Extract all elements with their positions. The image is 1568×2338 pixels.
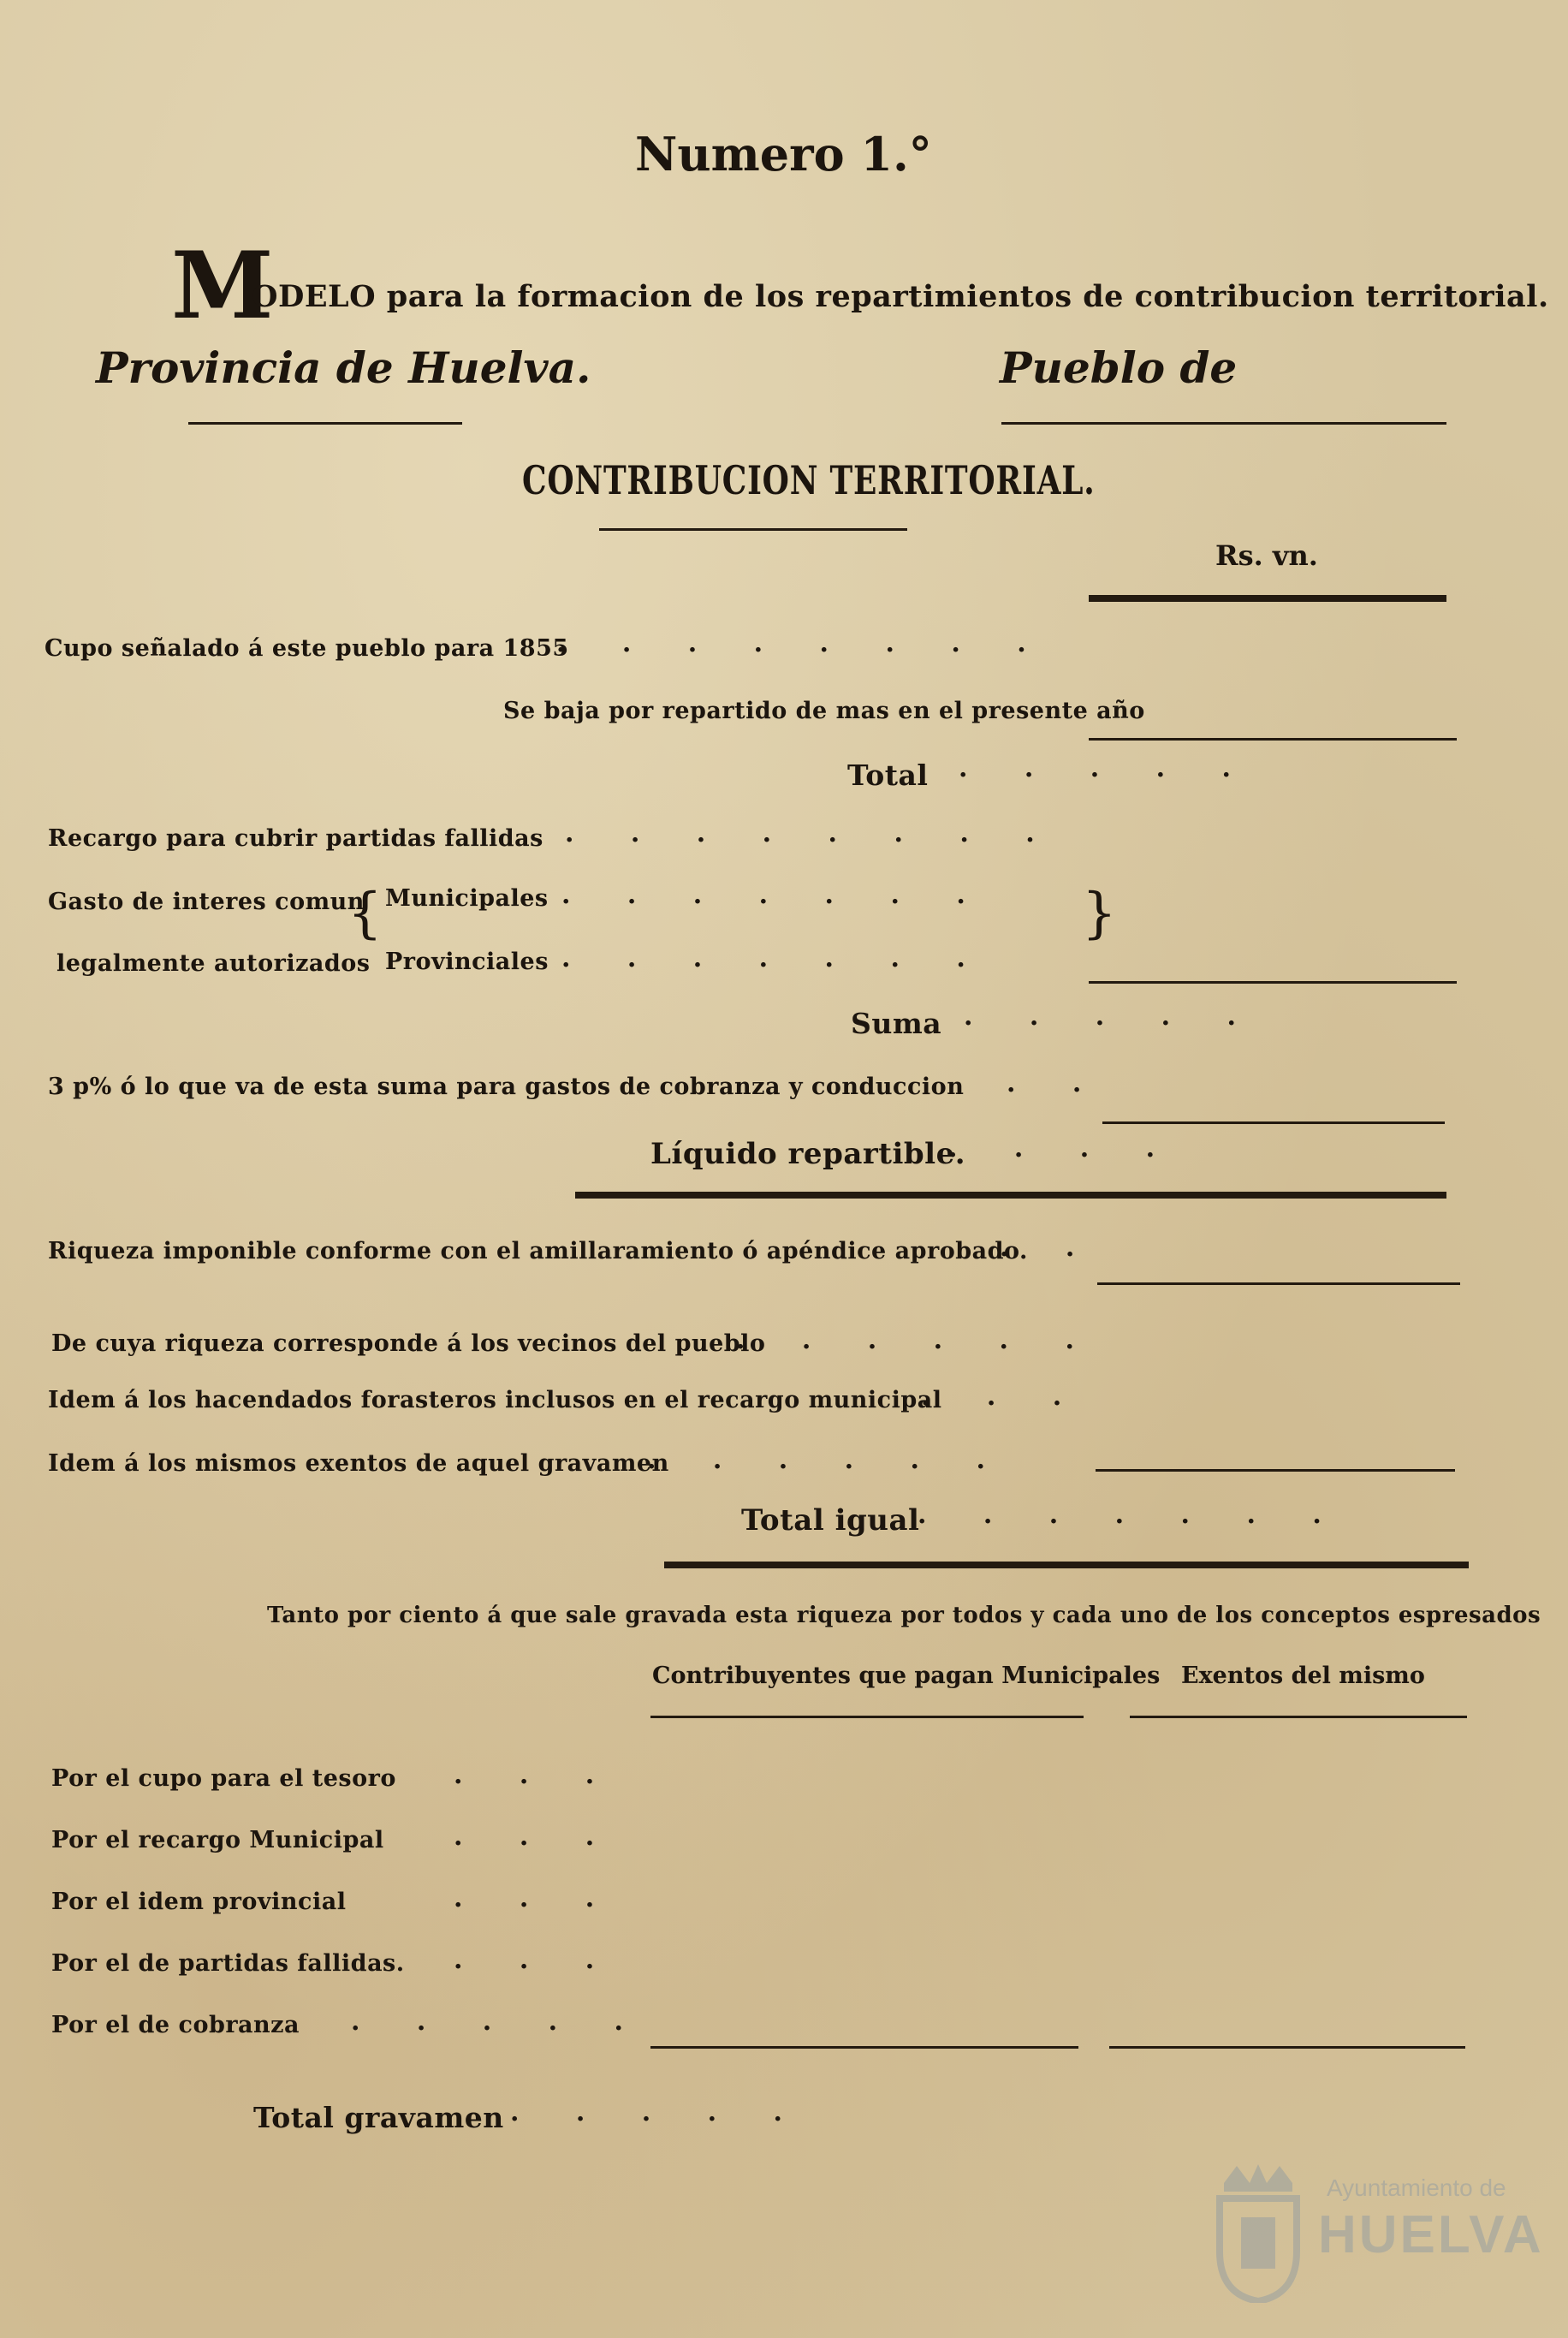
watermark-line1: Ayuntamiento de (1327, 2174, 1506, 2201)
dots-hacendados: . . . (921, 1382, 1086, 1412)
row-exentos: Idem á los mismos exentos de aquel gravamen (48, 1450, 669, 1477)
row-cupo: Cupo señalado á este pueblo para 1855 (45, 635, 569, 662)
column-contribuyentes: Contribuyentes que pagan Municipales (652, 1663, 1161, 1689)
dots-total-igual: . . . . . . . (918, 1500, 1345, 1530)
dots-exentos: . . . . . . (647, 1445, 1009, 1475)
dots-provinciales: . . . . . . . (561, 943, 989, 973)
section-title: CONTRIBUCION TERRITORIAL. (522, 457, 1096, 503)
dots-suma: . . . . . (964, 1002, 1260, 1032)
rule-riqueza (1097, 1282, 1460, 1285)
coat-of-arms-icon (1207, 2157, 1310, 2303)
tanto-item-cupo: Por el cupo para el tesoro (51, 1765, 396, 1792)
row-vecinos: De cuya riqueza corresponde á los vecinos del pueblo (51, 1330, 766, 1357)
dots-tanto-total: . . . . . (510, 2097, 806, 2127)
brace-right: } (1082, 882, 1117, 945)
rule-exentos (1096, 1469, 1455, 1472)
column-exentos: Exentos del mismo (1181, 1663, 1425, 1689)
dots-tanto-provincial: . . . (454, 1883, 619, 1913)
row-tres-pct: 3 p% ó lo que va de esta suma para gastos de cobranza y conduccion (48, 1074, 965, 1100)
row-total: Total (847, 759, 929, 792)
watermark-line2: HUELVA (1318, 2205, 1544, 2264)
model-title: ODELO para la formacion de los repartimientos de contribucion territorial. (252, 279, 1549, 314)
row-total-igual: Total igual (741, 1503, 920, 1538)
row-provinciales: Provinciales (385, 949, 549, 975)
row-gasto-2: legalmente autorizados (56, 950, 371, 977)
tanto-intro: Tanto por ciento á que sale gravada esta riqueza por todos y cada uno de los conceptos espresados (267, 1603, 1541, 1628)
row-liquido: Líquido repartible. (650, 1137, 966, 1171)
dots-vecinos: . . . . . . (736, 1325, 1098, 1355)
dots-tanto-cupo: . . . (454, 1760, 619, 1790)
row-hacendados: Idem á los hacendados forasteros inclusos en el recargo municipal (48, 1387, 942, 1413)
row-recargo: Recargo para cubrir partidas fallidas (48, 825, 543, 852)
tanto-item-cobranza: Por el de cobranza (51, 2012, 300, 2038)
form-number: Numero 1.° (635, 127, 932, 181)
dots-tres-pct: . . (1007, 1068, 1106, 1098)
row-suma: Suma (851, 1007, 942, 1040)
town-underline (1001, 422, 1446, 425)
dots-recargo: . . . . . . . . (565, 818, 1059, 848)
row-gasto-1: Gasto de interes comun (48, 889, 365, 915)
dots-tanto-fallidas: . . . (454, 1945, 619, 1975)
rule-column-exentos (1130, 1716, 1467, 1718)
rule-tanto-exentos (1109, 2046, 1465, 2049)
model-initial: M (171, 232, 274, 340)
tanto-total: Total gravamen (253, 2101, 504, 2134)
dots-cupo: . . . . . . . . (556, 628, 1050, 658)
brace-left: { (347, 882, 383, 945)
rule-liquido (575, 1192, 1446, 1199)
tanto-item-recargo: Por el recargo Municipal (51, 1827, 384, 1853)
rule-tres-pct (1102, 1121, 1445, 1124)
dots-riqueza: . . (1000, 1233, 1099, 1263)
row-municipales: Municipales (385, 885, 549, 912)
tanto-item-provincial: Por el idem provincial (51, 1889, 347, 1915)
province-label: Provincia de Huelva. (96, 342, 591, 393)
rule-total-igual (664, 1562, 1469, 1568)
dots-tanto-cobranza: . . . . . (351, 2007, 647, 2037)
currency-header: Rs. vn. (1215, 539, 1318, 572)
row-baja: Se baja por repartido de mas en el presente año (503, 698, 1145, 724)
section-underline (599, 528, 907, 531)
rule-gastos (1089, 981, 1457, 984)
dots-municipales: . . . . . . . (561, 880, 989, 910)
rule-baja (1089, 738, 1457, 741)
tanto-item-fallidas: Por el de partidas fallidas. (51, 1950, 405, 1977)
rule-tanto-contribuyentes (650, 2046, 1078, 2049)
province-underline (188, 422, 462, 425)
dots-liquido: . . . . (948, 1133, 1179, 1163)
archive-watermark (1207, 2157, 1544, 2311)
dots-tanto-recargo: . . . (454, 1822, 619, 1852)
currency-rule (1089, 595, 1446, 602)
rule-column-contribuyentes (650, 1716, 1084, 1718)
town-label: Pueblo de (1000, 342, 1238, 393)
row-riqueza: Riqueza imponible conforme con el amillaramiento ó apéndice aprobado. (48, 1238, 1028, 1264)
dots-total: . . . . . (959, 753, 1255, 783)
